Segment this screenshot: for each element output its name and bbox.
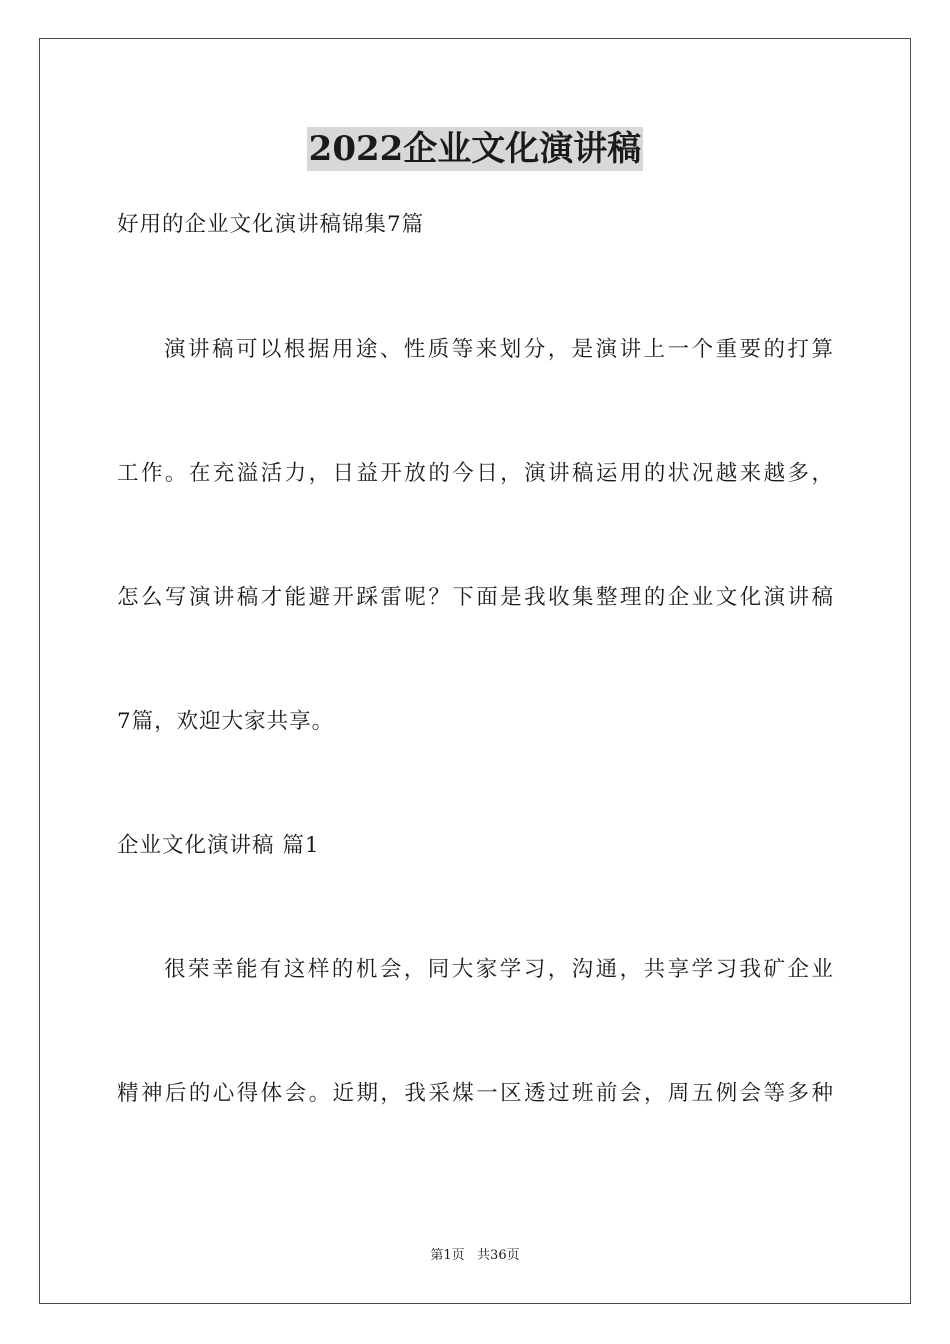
document-subtitle: 好用的企业文化演讲稿锦集7篇	[117, 212, 425, 237]
section-heading: 企业文化演讲稿 篇1	[117, 833, 320, 858]
page-number-footer: 第1页 共36页	[430, 1248, 520, 1263]
paragraph-line: 怎么写演讲稿才能避开踩雷呢？下面是我收集整理的企业文化演讲稿	[117, 585, 833, 610]
paragraph-line: 很荣幸能有这样的机会，同大家学习，沟通，共享学习我矿企业	[164, 957, 833, 982]
paragraph-line: 工作。在充溢活力，日益开放的今日，演讲稿运用的状况越来越多，	[117, 461, 833, 486]
document-title: 2022企业文化演讲稿	[308, 129, 642, 169]
paragraph-line: 精神后的心得体会。近期，我采煤一区透过班前会，周五例会等多种	[117, 1081, 833, 1106]
paragraph-line: 演讲稿可以根据用途、性质等来划分，是演讲上一个重要的打算	[164, 337, 833, 362]
title-container	[0, 127, 950, 171]
paragraph-line: 7篇，欢迎大家共享。	[117, 709, 335, 734]
